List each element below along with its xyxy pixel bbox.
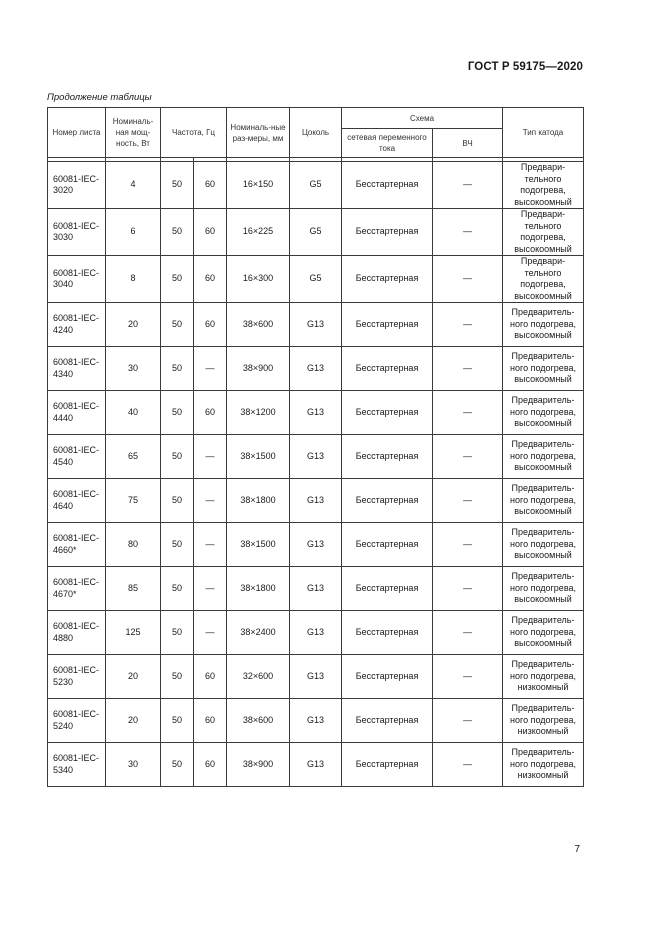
cell-power: 75 [106,479,161,523]
cell-base: G5 [290,256,342,303]
cell-frequency-1: 50 [161,699,194,743]
cell-scheme-hf: — [433,347,503,391]
table-body [48,158,584,787]
cell-frequency-2: — [194,611,227,655]
cell-power: 30 [106,347,161,391]
cell-cathode: Предваритель-ного подогрева, высокоомный [503,567,584,611]
cell-dimensions: 38×900 [227,743,290,787]
cell-cathode: Предваритель-ного подогрева, высокоомный [503,523,584,567]
table-row [48,479,584,523]
cell-scheme-ac: Бесстартерная [342,743,433,787]
cell-scheme-ac: Бесстартерная [342,523,433,567]
cell-power: 8 [106,256,161,303]
header-scheme: Схема [342,108,503,129]
header-base: Цоколь [290,108,342,158]
cell-scheme-hf: — [433,567,503,611]
cell-frequency-2: 60 [194,256,227,303]
cell-cathode: Предваритель-ного подогрева, высокоомный [503,479,584,523]
cell-cathode: Предваритель-ного подогрева, высокоомный [503,611,584,655]
header-power: Номиналь-ная мощ-ность, Вт [106,108,161,158]
cell-base: G13 [290,303,342,347]
cell-frequency-2: — [194,479,227,523]
cell-frequency-2: 60 [194,391,227,435]
cell-scheme-hf: — [433,303,503,347]
cell-frequency-1: 50 [161,391,194,435]
cell-base: G5 [290,162,342,209]
cell-dimensions: 32×600 [227,655,290,699]
cell-sheet-number: 60081-IEC-4660* [48,523,106,567]
cell-frequency-1: 50 [161,209,194,256]
cell-scheme-ac: Бесстартерная [342,435,433,479]
cell-dimensions: 16×150 [227,162,290,209]
cell-scheme-ac: Бесстартерная [342,699,433,743]
cell-scheme-ac: Бесстартерная [342,655,433,699]
cell-scheme-hf: — [433,611,503,655]
cell-frequency-2: — [194,435,227,479]
cell-power: 6 [106,209,161,256]
cell-frequency-1: 50 [161,303,194,347]
cell-scheme-hf: — [433,435,503,479]
table-row [48,699,584,743]
cell-sheet-number: 60081-IEC-5230 [48,655,106,699]
cell-scheme-ac: Бесстартерная [342,567,433,611]
cell-base: G5 [290,209,342,256]
cell-cathode: Предваритель-ного подогрева, высокоомный [503,391,584,435]
header-scheme-hf: ВЧ [433,129,503,158]
cell-sheet-number: 60081-IEC-4540 [48,435,106,479]
cell-frequency-1: 50 [161,567,194,611]
header-cathode: Тип катода [503,108,584,158]
cell-cathode: Предвари-тельного подогрева, высокоомный [503,256,584,303]
document-header: ГОСТ Р 59175—2020 [467,61,583,73]
table-row [48,303,584,347]
cell-sheet-number: 60081-IEC-4640 [48,479,106,523]
cell-frequency-1: 50 [161,523,194,567]
cell-frequency-2: 60 [194,699,227,743]
cell-scheme-hf: — [433,162,503,209]
cell-scheme-hf: — [433,256,503,303]
cell-scheme-hf: — [433,479,503,523]
cell-frequency-1: 50 [161,743,194,787]
cell-frequency-2: — [194,347,227,391]
table-row [48,743,584,787]
cell-sheet-number: 60081-IEC-3020 [48,162,106,209]
table-row [48,391,584,435]
cell-scheme-ac: Бесстартерная [342,391,433,435]
header-sheet-number: Номер листа [48,108,106,158]
cell-power: 125 [106,611,161,655]
cell-frequency-2: 60 [194,303,227,347]
cell-base: G13 [290,479,342,523]
cell-scheme-ac: Бесстартерная [342,303,433,347]
cell-base: G13 [290,699,342,743]
cell-scheme-hf: — [433,699,503,743]
cell-base: G13 [290,743,342,787]
cell-dimensions: 38×600 [227,699,290,743]
table-row [48,435,584,479]
cell-base: G13 [290,611,342,655]
cell-power: 20 [106,699,161,743]
cell-base: G13 [290,655,342,699]
table-row [48,162,584,209]
cell-dimensions: 38×1200 [227,391,290,435]
table-caption: Продолжение таблицы [47,92,152,103]
cell-sheet-number: 60081-IEC-4670* [48,567,106,611]
cell-scheme-ac: Бесстартерная [342,347,433,391]
cell-power: 30 [106,743,161,787]
cell-cathode: Предваритель-ного подогрева, высокоомный [503,303,584,347]
cell-dimensions: 38×1500 [227,435,290,479]
table-row [48,209,584,256]
cell-cathode: Предвари-тельного подогрева, высокоомный [503,209,584,256]
cell-frequency-2: — [194,567,227,611]
cell-base: G13 [290,523,342,567]
cell-dimensions: 38×900 [227,347,290,391]
cell-frequency-1: 50 [161,435,194,479]
cell-dimensions: 16×300 [227,256,290,303]
cell-scheme-ac: Бесстартерная [342,611,433,655]
cell-frequency-2: — [194,523,227,567]
cell-scheme-ac: Бесстартерная [342,209,433,256]
cell-frequency-1: 50 [161,256,194,303]
cell-power: 65 [106,435,161,479]
cell-base: G13 [290,391,342,435]
cell-sheet-number: 60081-IEC-3040 [48,256,106,303]
cell-dimensions: 38×1500 [227,523,290,567]
cell-sheet-number: 60081-IEC-3030 [48,209,106,256]
cell-dimensions: 16×225 [227,209,290,256]
lamp-data-table [47,107,584,787]
cell-sheet-number: 60081-IEC-5340 [48,743,106,787]
cell-cathode: Предваритель-ного подогрева, низкоомный [503,699,584,743]
cell-cathode: Предваритель-ного подогрева, высокоомный [503,347,584,391]
cell-frequency-1: 50 [161,162,194,209]
cell-dimensions: 38×1800 [227,479,290,523]
table-row [48,256,584,303]
cell-power: 4 [106,162,161,209]
cell-base: G13 [290,435,342,479]
cell-base: G13 [290,347,342,391]
cell-scheme-ac: Бесстартерная [342,162,433,209]
cell-scheme-hf: — [433,743,503,787]
cell-sheet-number: 60081-IEC-4240 [48,303,106,347]
cell-sheet-number: 60081-IEC-4880 [48,611,106,655]
cell-power: 40 [106,391,161,435]
cell-frequency-2: 60 [194,655,227,699]
cell-frequency-1: 50 [161,611,194,655]
header-frequency: Частота, Гц [161,108,227,158]
cell-power: 20 [106,303,161,347]
table-row [48,611,584,655]
cell-scheme-hf: — [433,209,503,256]
cell-frequency-1: 50 [161,479,194,523]
cell-sheet-number: 60081-IEC-4440 [48,391,106,435]
cell-frequency-1: 50 [161,347,194,391]
cell-scheme-ac: Бесстартерная [342,256,433,303]
cell-dimensions: 38×600 [227,303,290,347]
table-row [48,567,584,611]
cell-base: G13 [290,567,342,611]
cell-sheet-number: 60081-IEC-5240 [48,699,106,743]
cell-power: 80 [106,523,161,567]
cell-dimensions: 38×2400 [227,611,290,655]
cell-cathode: Предвари-тельного подогрева, высокоомный [503,162,584,209]
page-number: 7 [574,844,580,855]
cell-frequency-2: 60 [194,209,227,256]
cell-cathode: Предваритель-ного подогрева, низкоомный [503,743,584,787]
table-row [48,523,584,567]
cell-frequency-2: 60 [194,743,227,787]
table-row [48,347,584,391]
cell-scheme-hf: — [433,523,503,567]
cell-dimensions: 38×1800 [227,567,290,611]
cell-scheme-hf: — [433,655,503,699]
table-row [48,655,584,699]
header-scheme-ac: сетевая переменного тока [342,129,433,158]
cell-power: 85 [106,567,161,611]
cell-cathode: Предваритель-ного подогрева, низкоомный [503,655,584,699]
cell-cathode: Предваритель-ного подогрева, высокоомный [503,435,584,479]
cell-scheme-ac: Бесстартерная [342,479,433,523]
cell-scheme-hf: — [433,391,503,435]
header-dimensions: Номиналь-ные раз-меры, мм [227,108,290,158]
cell-sheet-number: 60081-IEC-4340 [48,347,106,391]
cell-frequency-2: 60 [194,162,227,209]
cell-power: 20 [106,655,161,699]
cell-frequency-1: 50 [161,655,194,699]
